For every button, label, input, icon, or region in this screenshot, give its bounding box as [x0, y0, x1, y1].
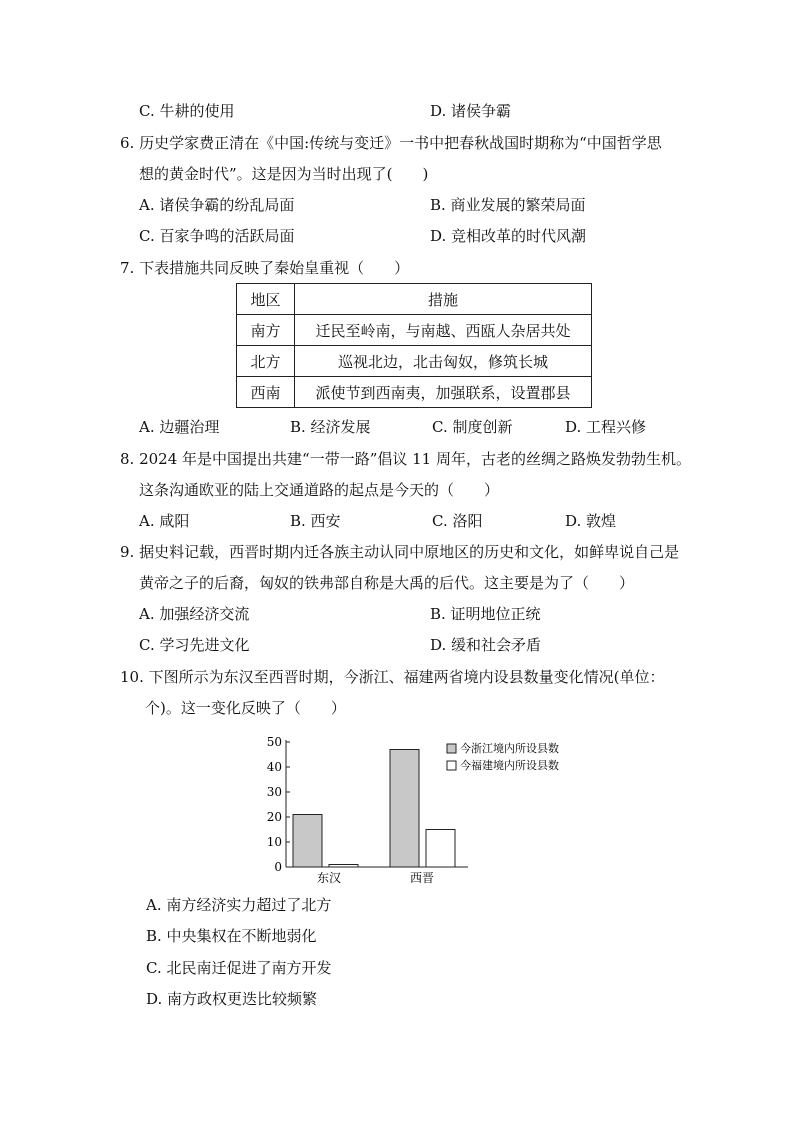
q6-option-c: C. 百家争鸣的活跃局面: [139, 227, 295, 245]
table-cell-region: 南方: [237, 315, 295, 346]
q8-stem-line2: 这条沟通欧亚的陆上交通道路的起点是今天的（ ）: [139, 481, 500, 499]
q7-measures-table: [236, 283, 592, 408]
q6-stem-line2: 想的黄金时代”。这是因为当时出现了( ): [139, 165, 429, 183]
q6-stem-line1: 6. 历史学家费正清在《中国:传统与变迁》一书中把春秋战国时期称为“中国哲学思: [120, 134, 662, 152]
table-cell-region: 北方: [237, 346, 295, 377]
q10-stem-line1: 10. 下图所示为东汉至西晋时期，今浙江、福建两省境内设县数量变化情况(单位：: [120, 668, 665, 686]
q7-stem: 7. 下表措施共同反映了秦始皇重视（ ）: [120, 259, 410, 277]
q7-option-b: B. 经济发展: [290, 418, 371, 436]
q6-option-a: A. 诸侯争霸的纷乱局面: [139, 196, 295, 214]
chart-legend: [447, 741, 559, 772]
legend-swatch-zhejiang: [447, 744, 456, 753]
q10-option-d: D. 南方政权更迭比较频繁: [146, 990, 318, 1008]
y-tick-label: 10: [266, 835, 282, 849]
q10-stem-line2: 个)。这一变化反映了（ ）: [145, 699, 346, 717]
q10-option-c: C. 北民南迁促进了南方开发: [146, 959, 332, 977]
q9-option-b: B. 证明地位正统: [430, 605, 541, 623]
bar-fujian-0: [329, 865, 358, 868]
y-tick-label: 40: [266, 760, 282, 774]
legend-label-fujian: 今福建境内所设县数: [460, 759, 559, 772]
q8-stem-line1: 8. 2024 年是中国提出共建“一带一路”倡议 11 周年，古老的丝绸之路焕发勃勃生机。: [120, 450, 691, 468]
table-row: [237, 377, 592, 408]
q8-option-a: A. 咸阳: [139, 512, 190, 530]
q7-option-c: C. 制度创新: [432, 418, 513, 436]
q8-option-c: C. 洛阳: [432, 512, 483, 530]
x-tick-label: 东汉: [316, 871, 342, 885]
table-cell-measure: 巡视北边，北击匈奴，修筑长城: [295, 346, 592, 377]
x-tick-label: 西晋: [409, 871, 435, 885]
q10-option-a: A. 南方经济实力超过了北方: [146, 896, 332, 914]
table-cell-measure: 迁民至岭南，与南越、西瓯人杂居共处: [295, 315, 592, 346]
table-cell-measure: 派使节到西南夷，加强联系，设置郡县: [295, 377, 592, 408]
legend-swatch-fujian: [447, 761, 456, 770]
table-header-row: [237, 284, 592, 315]
q9-stem-line1: 9. 据史料记载，西晋时期内迁各族主动认同中原地区的历史和文化，如鲜卑说自己是: [120, 543, 680, 561]
y-tick-label: 0: [274, 860, 282, 874]
bar-zhejiang-1: [390, 750, 419, 868]
q10-option-b: B. 中央集权在不断地弱化: [146, 927, 317, 945]
q9-option-d: D. 缓和社会矛盾: [430, 636, 542, 654]
county-count-bar-chart: [250, 730, 590, 890]
table-header-measure: 措施: [295, 284, 592, 315]
y-tick-label: 50: [266, 735, 282, 749]
q8-option-d: D. 敦煌: [565, 512, 617, 530]
q9-option-a: A. 加强经济交流: [139, 605, 250, 623]
q6-option-d: D. 竞相改革的时代风潮: [430, 227, 587, 245]
table-row: [237, 315, 592, 346]
table-header-region: 地区: [237, 284, 295, 315]
bar-zhejiang-0: [293, 815, 322, 868]
q9-option-c: C. 学习先进文化: [139, 636, 250, 654]
q7-option-d: D. 工程兴修: [565, 418, 647, 436]
y-tick-label: 30: [266, 785, 282, 799]
q5-option-d: D. 诸侯争霸: [430, 102, 512, 120]
table-row: [237, 346, 592, 377]
bar-fujian-1: [426, 830, 455, 868]
q8-option-b: B. 西安: [290, 512, 341, 530]
q5-option-c: C. 牛耕的使用: [139, 102, 235, 120]
table-cell-region: 西南: [237, 377, 295, 408]
y-tick-label: 20: [266, 810, 282, 824]
q6-option-b: B. 商业发展的繁荣局面: [430, 196, 586, 214]
q7-option-a: A. 边疆治理: [139, 418, 220, 436]
legend-label-zhejiang: 今浙江境内所设县数: [460, 742, 559, 755]
q9-stem-line2: 黄帝之子的后裔，匈奴的铁弗部自称是大禹的后代。这主要是为了（ ）: [139, 574, 635, 592]
